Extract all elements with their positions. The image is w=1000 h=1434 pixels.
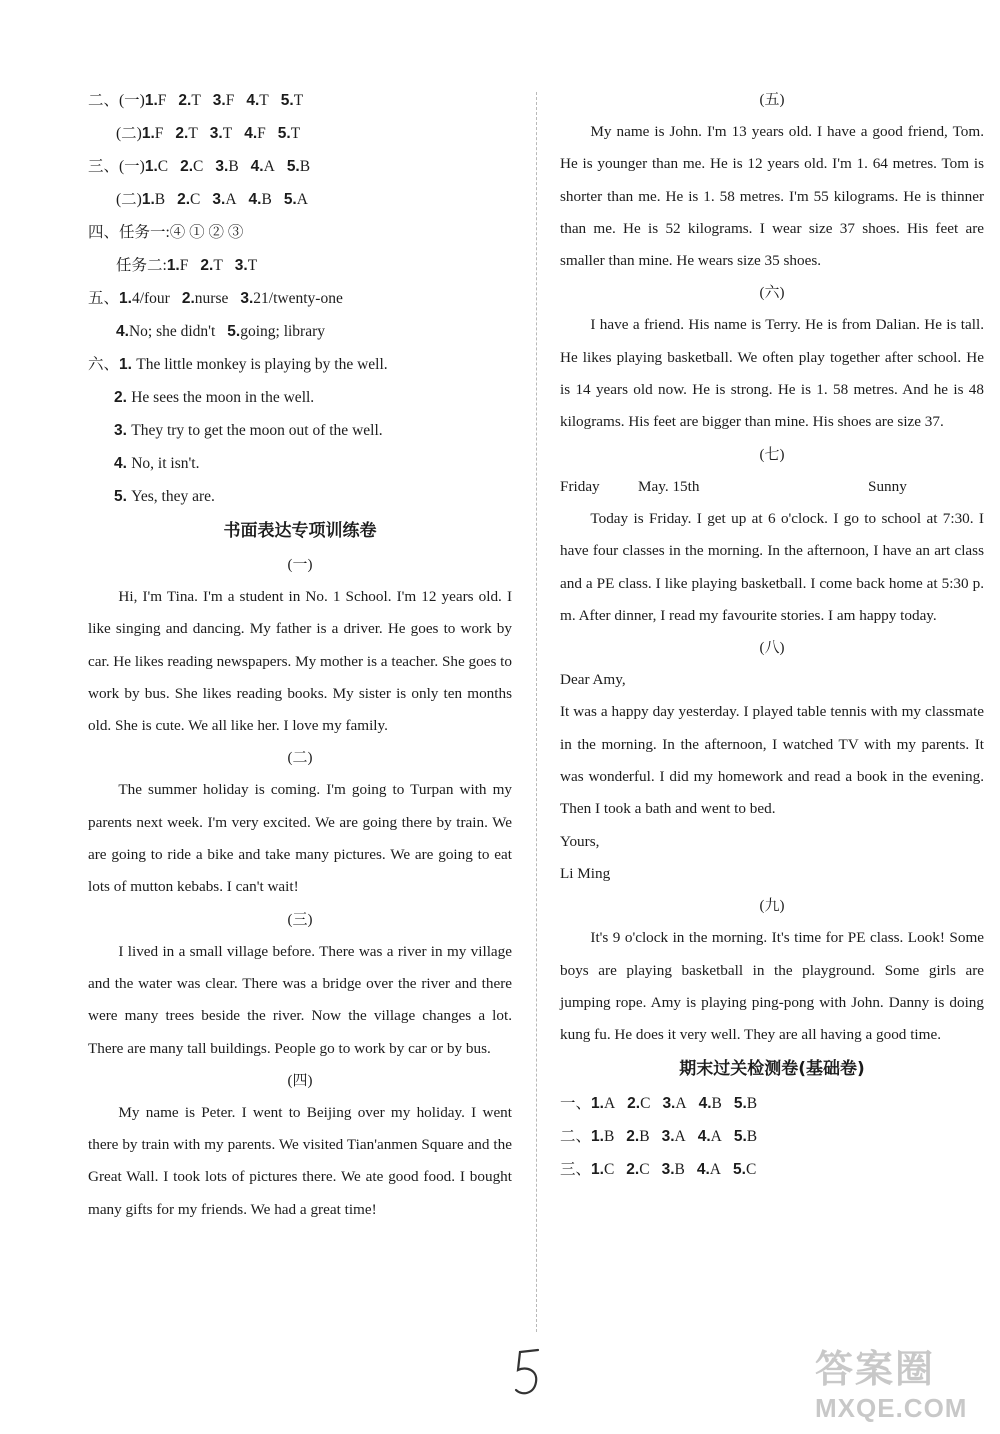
answer-item: 3.21/twenty-one xyxy=(240,290,343,307)
passage-label: (六) xyxy=(759,285,785,302)
right-column xyxy=(560,84,984,1186)
diary-header xyxy=(560,471,984,503)
answer-item: 2.C xyxy=(627,1095,651,1113)
answer-item: 1.B xyxy=(591,1128,615,1146)
letter-greeting: Dear Amy, xyxy=(560,671,626,689)
passage-label: (二) xyxy=(287,750,313,767)
section6-answers xyxy=(88,348,512,513)
answer-row xyxy=(560,1087,984,1120)
answer-item: 1.C xyxy=(591,1161,615,1179)
passage-text: It was a happy day yesterday. I played table tennis with my classmate in the morning. In the afternoon, I watched TV with my parents. It was wonderful. I did my homework and read a book in the evening. Then I took a bath and went to bed. xyxy=(560,703,984,818)
answer-item: 1.B xyxy=(141,191,166,208)
passage-label: (三) xyxy=(287,911,313,928)
answer-row xyxy=(88,150,512,183)
answer-item: 3.F xyxy=(212,92,235,109)
answer-item: 3.A xyxy=(212,191,237,208)
task1-answer: 四、任务一:④ ① ② ③ xyxy=(88,224,244,241)
section5-line1 xyxy=(88,282,512,315)
diary-day: Friday xyxy=(560,477,600,495)
passage-text: I have a friend. His name is Terry. He is from Dalian. He is tall. He likes playing basketball. We often play together after school. He is 14 years old now. He is strong. He is 1. 58 metres. And he is 48 kilograms. His feet are bigger than mine. His shoes are size 37. xyxy=(560,316,984,431)
answer-item: 5.B xyxy=(733,1095,758,1113)
answer-item: 4.B xyxy=(248,191,272,208)
answer-item: 4.A xyxy=(697,1128,722,1146)
answer-item: 3.A xyxy=(661,1128,686,1146)
answer-item: 3.B xyxy=(215,158,239,175)
answer-lead: 任务二: xyxy=(116,257,167,274)
answer-lead: 五、 xyxy=(88,290,120,307)
answer-item: 1.F xyxy=(166,257,189,274)
watermark-text: 答案圈 xyxy=(815,1347,936,1391)
answer-item: 1.F xyxy=(144,92,167,109)
answer-row xyxy=(560,1153,984,1186)
answer-item: 2.T xyxy=(178,92,201,109)
final-exam-title: 期末过关检测卷(基础卷) xyxy=(679,1059,865,1080)
passage-text: My name is Peter. I went to Beijing over my holiday. I went there by train with my parents. We visited Tian'anmen Square and the Great Wall. I took lots of pictures there. We ate good food. I bought many gifts for my friends. We had a great time! xyxy=(88,1103,512,1218)
answer-item: 4.A xyxy=(696,1161,721,1179)
section5-line2 xyxy=(88,315,512,348)
answer-lead: (二) xyxy=(116,191,142,208)
passage-text: It's 9 o'clock in the morning. It's time for PE class. Look! Some boys are playing basketball in the playground. Some girls are jumping rope. Amy is playing ping-pong with John. Danny is doing kung fu. He does it very well. They are all having a good time. xyxy=(560,929,984,1044)
passage-text: Today is Friday. I get up at 6 o'clock. I go to school at 7:30. I have four classes in the morning. In the afternoon, I have an art class and a PE class. I like playing basketball. I come back home at 5:30 p. m. After dinner, I read my favourite stories. I am happy today. xyxy=(560,509,984,624)
column-divider xyxy=(536,92,537,1332)
task2-answer xyxy=(88,249,512,282)
answer-item: 2.C xyxy=(180,158,204,175)
answer-item: 4.F xyxy=(244,125,266,142)
answer-item: 2.C xyxy=(177,191,201,208)
answer-item: 2.nurse xyxy=(181,290,229,307)
answer-item: 1.4/four xyxy=(119,290,170,307)
answer-item: 1.F xyxy=(141,125,164,142)
answer-item: 3.T xyxy=(209,125,233,142)
passage-text: My name is John. I'm 13 years old. I have a good friend, Tom. He is younger than me. He is 12 years old. I'm 1. 64 metres. Tom is shorter than me. He is 1. 58 metres. I'm 55 kilograms. He is thinner than me. He is 52 kilograms. I wear size 37 shoes. His feet are smaller than mine. He wears size 35 shoes. xyxy=(560,123,984,270)
answer-item: 5.going; library xyxy=(227,323,326,340)
watermark-logo xyxy=(815,1338,995,1430)
section6-item: 5. Yes, they are. xyxy=(114,488,215,505)
answer-lead: 二、(一) xyxy=(88,92,145,109)
section6-item: 六、1. The little monkey is playing by the well. xyxy=(88,356,388,373)
answer-item: 2.T xyxy=(200,257,223,274)
answer-item: 2.C xyxy=(626,1161,650,1179)
answer-item: 3.B xyxy=(661,1161,685,1179)
writing-title: 书面表达专项训练卷 xyxy=(223,521,377,541)
answer-lead: 二、 xyxy=(560,1128,592,1146)
passage-label: (七) xyxy=(759,446,785,463)
passage-text: I lived in a small village before. There was a river in my village and the water was clear. There was a bridge over the river and there were many trees beside the river. Now the village changes a lot. There are many tall buildings. People go to work by car or by bus. xyxy=(88,942,512,1057)
answer-row xyxy=(88,183,512,216)
diary-weather: Sunny xyxy=(868,477,907,495)
answer-row xyxy=(88,117,512,150)
diary-date: May. 15th xyxy=(638,477,700,495)
answer-row xyxy=(88,84,512,117)
handwritten-page-mark xyxy=(508,1344,548,1402)
answer-item: 5.B xyxy=(286,158,311,175)
answer-item: 5.T xyxy=(277,125,301,142)
letter-signature: Li Ming xyxy=(560,864,611,882)
answer-row xyxy=(560,1120,984,1153)
passage-text: Hi, I'm Tina. I'm a student in No. 1 School. I'm 12 years old. I like singing and dancing. My father is a driver. He goes to work by car. He likes reading newspapers. My mother is a teacher. She goes to work by bus. She likes reading books. My sister is only ten months old. She is cute. We all like her. I love my family. xyxy=(88,588,512,735)
section6-item: 2. He sees the moon in the well. xyxy=(114,389,315,406)
answer-item: 3.T xyxy=(234,257,258,274)
section6-item: 3. They try to get the moon out of the well. xyxy=(114,422,383,439)
passage-label: (九) xyxy=(759,898,785,915)
answer-lead: 三、 xyxy=(560,1161,592,1179)
answer-item: 4.T xyxy=(246,92,269,109)
answer-lead: 三、(一) xyxy=(88,158,145,175)
answer-item: 5.C xyxy=(733,1161,757,1179)
passage-label: (五) xyxy=(759,92,785,108)
passage-label: (四) xyxy=(287,1072,313,1089)
answer-lead: 一、 xyxy=(560,1095,592,1113)
answer-item: 4.No; she didn't xyxy=(116,323,216,340)
answer-lead: (二) xyxy=(116,125,142,142)
passage-label: (一) xyxy=(287,557,313,573)
answer-item: 4.A xyxy=(250,158,275,175)
answer-item: 1.A xyxy=(591,1095,616,1113)
answer-item: 5.B xyxy=(733,1128,758,1146)
answer-item: 5.A xyxy=(283,191,308,208)
left-column xyxy=(88,84,512,1226)
passage-label: (八) xyxy=(759,640,785,657)
answer-item: 3.A xyxy=(662,1095,687,1113)
section6-item: 4. No, it isn't. xyxy=(114,455,200,472)
answer-item: 4.B xyxy=(698,1095,722,1113)
answer-item: 1.C xyxy=(144,158,169,175)
passage-text: The summer holiday is coming. I'm going to Turpan with my parents next week. I'm very excited. We are going there by train. We are going to ride a bike and take many pictures. We are going to eat lots of mutton kebabs. I can't wait! xyxy=(88,781,512,896)
answer-item: 5.T xyxy=(280,92,304,109)
watermark-url: MXQE.COM xyxy=(815,1393,968,1423)
answer-item: 2.B xyxy=(626,1128,650,1146)
letter-closing: Yours, xyxy=(560,832,600,850)
answer-item: 2.T xyxy=(175,125,198,142)
